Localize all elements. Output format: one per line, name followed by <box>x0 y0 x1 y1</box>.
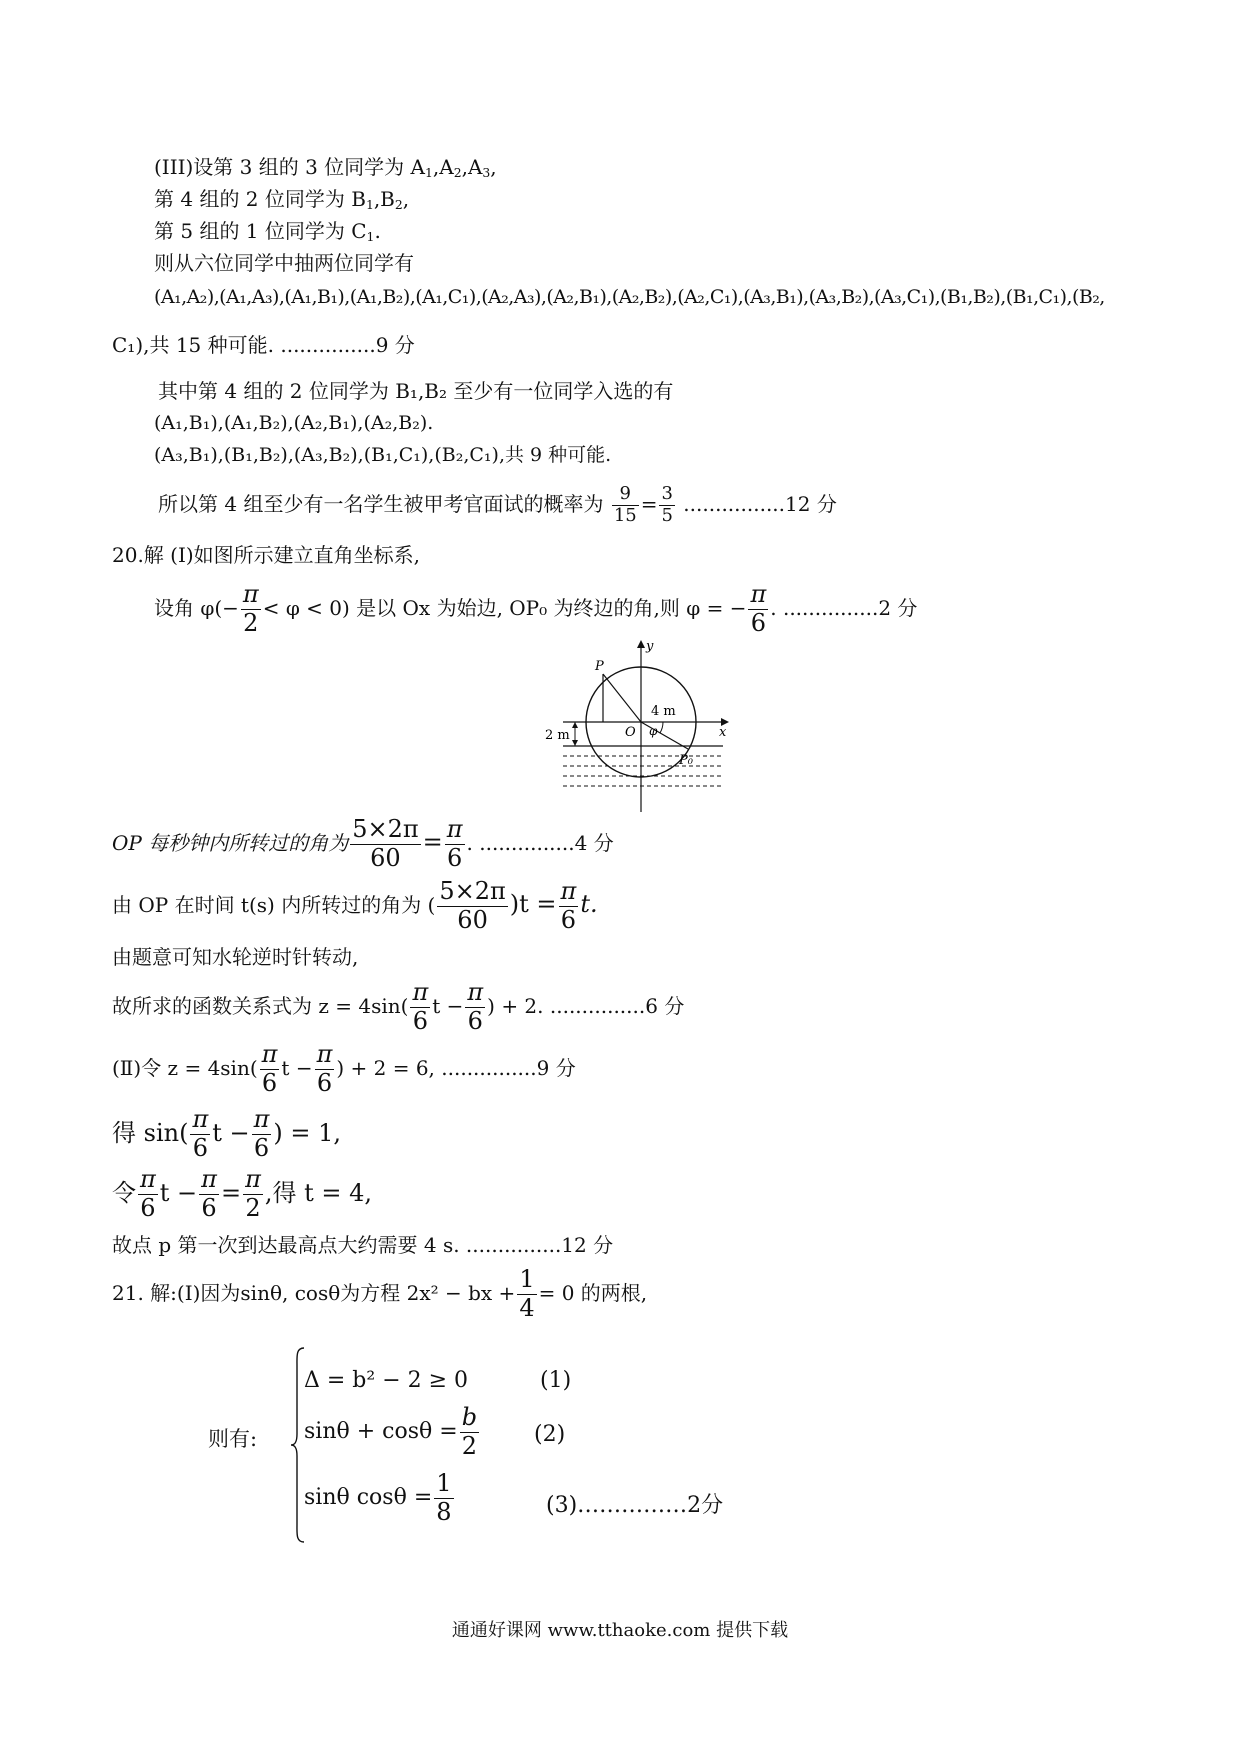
q20-line2: 设角 φ(− $\frac{\pi}{2}$ < φ < 0) 是以 Ox 为始边, OP₀ 为终边的角,则 φ = − $\frac{\pi}{6}$ . ...............2 分 <box>154 580 918 637</box>
water-wheel-figure <box>545 636 745 816</box>
q20-line4: 由 OP 在时间 t(s) 内所转过的角为 ( $\frac{5\times 2\pi}{60}$ )t = $\frac{\pi}{6}$ t. <box>112 877 598 934</box>
q21-line1: 21. 解:(Ⅰ)因为sinθ, cosθ为方程 2x² − bx + $\frac{1}{4}$ = 0 的两根, <box>112 1265 648 1322</box>
pairs-end-line: C₁),共 15 种可能. ...............9 分 <box>112 333 415 357</box>
label-4m: 4 m <box>651 704 676 719</box>
q20-line8: 得 sin( $\frac{\pi}{6}$ t − $\frac{\pi}{6}$ ) = 1, <box>112 1105 342 1162</box>
label-P: P <box>595 659 604 674</box>
q21-then-label: 则有: <box>208 1427 258 1451</box>
part3-line8: 所以第 4 组至少有一名学生被甲考官面试的概率为 $\frac{9}{15}$ = $\frac{3}{5}$ ................12 分 <box>158 483 837 526</box>
q20-line9: 令 $\frac{\pi}{6}$ t − $\frac{\pi}{6}$ = $\frac{\pi}{2}$ ,得 t = 4, <box>112 1165 373 1222</box>
equation-tag-1: (1) <box>540 1368 572 1393</box>
label-phi: φ <box>649 724 658 738</box>
equation-3: sinθ cosθ = $\frac{1}{8}$ <box>304 1469 452 1526</box>
q20-line1: 20.解 (Ⅰ)如图所示建立直角坐标系, <box>112 543 421 567</box>
label-x: x <box>719 725 727 740</box>
label-O: O <box>625 725 636 740</box>
fraction-9-15: $\frac{9}{15}$ <box>613 483 637 526</box>
label-P0: P₀ <box>679 753 693 768</box>
part3-line3: 第 5 组的 1 位同学为 $C_1$. <box>154 219 381 245</box>
equation-tag-3: (3)……………2分 <box>546 1493 724 1518</box>
part3-line7: (A₃,B₁),(B₁,B₂),(A₃,B₂),(B₁,C₁),(B₂,C₁),共 9 种可能. <box>154 444 612 466</box>
part3-line1: (III)设第 3 组的 3 位同学为 $A_1,A_2,A_3$, <box>154 155 497 181</box>
q20-line6: 故所求的函数关系式为 z = 4sin( $\frac{\pi}{6}$ t − $\frac{\pi}{6}$ ) + 2. ...............6 分 <box>112 978 685 1035</box>
q20-line10: 故点 p 第一次到达最高点大约需要 4 s. ...............12 分 <box>112 1233 614 1257</box>
part3-line5: 其中第 4 组的 2 位同学为 B₁,B₂ 至少有一位同学入选的有 <box>158 379 674 403</box>
label-2m: 2 m <box>545 728 570 743</box>
part3-line2: 第 4 组的 2 位同学为 $B_1,B_2$, <box>154 187 410 213</box>
q20-line3: OP 每秒钟内所转过的角为 $\frac{5\times 2\pi}{60}$ = $\frac{\pi}{6}$ . ...............4 分 <box>112 815 614 872</box>
fraction-3-5: $\frac{3}{5}$ <box>661 483 673 526</box>
part3-line6: (A₁,B₁),(A₁,B₂),(A₂,B₁),(A₂,B₂). <box>154 412 434 434</box>
q20-line7: (Ⅱ)令 z = 4sin( $\frac{\pi}{6}$ t − $\frac{\pi}{6}$ ) + 2 = 6, ...............9 分 <box>112 1040 576 1097</box>
pairs-line: (A₁,A₂),(A₁,A₃),(A₁,B₁),(A₁,B₂),(A₁,C₁),(A₂,A₃),(A₂,B₁),(A₂,B₂),(A₂,C₁),(A₃,B₁),(A₃,B₂),(A₃,C₁),(B₁,B₂),(B₁,C₁),(B₂, <box>154 286 1105 308</box>
label-y: y <box>646 639 654 654</box>
part3-line4: 则从六位同学中抽两位同学有 <box>154 251 414 275</box>
page-footer: 通通好课网 www.tthaoke.com 提供下载 <box>451 1620 789 1641</box>
equation-2: sinθ + cosθ = $\frac{b}{2}$ <box>304 1403 478 1460</box>
q20-line5: 由题意可知水轮逆时针转动, <box>112 945 359 969</box>
equation-1: Δ = b² − 2 ≥ 0 <box>304 1368 469 1393</box>
equation-tag-2: (2) <box>534 1422 566 1447</box>
